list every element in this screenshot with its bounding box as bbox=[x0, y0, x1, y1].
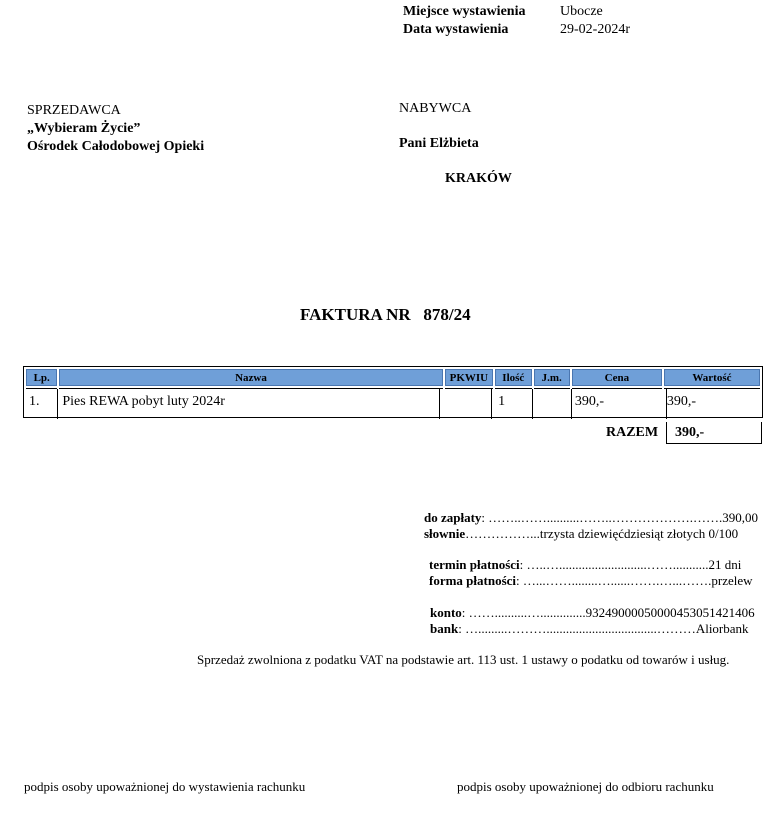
issue-place-row bbox=[403, 3, 630, 21]
issue-date-label: Data wystawienia bbox=[403, 22, 509, 37]
amount-words-row bbox=[424, 526, 738, 542]
table-divider bbox=[439, 389, 440, 419]
amount-due-value: : ……..……..........……..……………….…….390,00 bbox=[481, 510, 759, 525]
bank-value: : ….........………..................................………Aliorbank bbox=[458, 621, 749, 636]
items-header-row bbox=[26, 369, 760, 386]
seller-heading: SPRZEDAWCA bbox=[27, 103, 121, 118]
total-label: RAZEM bbox=[606, 425, 659, 440]
cell-qty: 1 bbox=[495, 388, 531, 415]
cell-unit bbox=[534, 388, 570, 415]
cell-lp: 1. bbox=[26, 388, 57, 415]
payment-term-row bbox=[429, 557, 741, 573]
table-row bbox=[26, 388, 760, 415]
table-divider bbox=[491, 389, 492, 419]
buyer-city: KRAKÓW bbox=[445, 171, 512, 186]
payment-method-value: : …...……........…......…….…...…….przelew bbox=[516, 573, 753, 588]
table-divider bbox=[571, 389, 572, 419]
column-header-name: Nazwa bbox=[59, 369, 442, 386]
invoice-title: FAKTURA NR 878/24 bbox=[300, 305, 471, 324]
seller-org: Ośrodek Całodobowej Opieki bbox=[27, 139, 205, 154]
cell-price: 390,- bbox=[572, 388, 662, 415]
table-divider bbox=[57, 389, 58, 419]
column-header-pkwiu: PKWIU bbox=[445, 369, 494, 386]
amount-due-row bbox=[424, 510, 758, 526]
seller-name: „Wybieram Życie” bbox=[27, 121, 141, 136]
issue-place-value: Ubocze bbox=[560, 4, 603, 19]
amount-words-label: słownie bbox=[424, 526, 466, 541]
column-header-price: Cena bbox=[572, 369, 662, 386]
payment-method-label: forma płatności bbox=[429, 573, 517, 588]
issue-place-label: Miejsce wystawienia bbox=[403, 4, 526, 19]
issue-meta bbox=[403, 3, 630, 39]
table-divider bbox=[532, 389, 533, 419]
buyer-name: Pani Elżbieta bbox=[399, 136, 479, 151]
issuer-signature-caption: podpis osoby upoważnionej do wystawienia rachunku bbox=[24, 779, 306, 794]
seller-block bbox=[27, 102, 204, 156]
issue-date-row bbox=[403, 21, 630, 39]
payment-term-value: : …..…...........................……...........21 dni bbox=[519, 557, 742, 572]
amount-due-label: do zapłaty bbox=[424, 510, 482, 525]
payment-term-label: termin płatności bbox=[429, 557, 520, 572]
bank-label: bank bbox=[430, 621, 459, 636]
cell-name: Pies REWA pobyt luty 2024r bbox=[59, 388, 442, 415]
amount-words-value: ……………...trzysta dziewięćdziesiąt złotych 0/100 bbox=[465, 526, 739, 541]
vat-exemption-note: Sprzedaż zwolniona z podatku VAT na podstawie art. 113 ust. 1 ustawy o podatku od towarów i usług. bbox=[197, 652, 730, 667]
total-value: 390,- bbox=[666, 422, 762, 444]
table-divider bbox=[666, 389, 667, 419]
receiver-signature-caption: podpis osoby upoważnionej do odbioru rachunku bbox=[457, 779, 714, 794]
column-header-value: Wartość bbox=[664, 369, 760, 386]
buyer-heading: NABYWCA bbox=[399, 101, 472, 116]
cell-value: 390,- bbox=[664, 388, 760, 415]
bank-row bbox=[430, 621, 749, 637]
column-header-qty: Ilość bbox=[495, 369, 531, 386]
items-table bbox=[23, 366, 763, 418]
column-header-unit: J.m. bbox=[534, 369, 570, 386]
account-row bbox=[430, 605, 755, 621]
issue-date-value: 29-02-2024r bbox=[560, 22, 630, 37]
column-header-lp: Lp. bbox=[26, 369, 57, 386]
cell-pkwiu bbox=[445, 388, 494, 415]
payment-method-row bbox=[429, 573, 753, 589]
account-label: konto bbox=[430, 605, 462, 620]
account-value: : ……..........…..............93249000050000453051421406 bbox=[461, 605, 755, 620]
